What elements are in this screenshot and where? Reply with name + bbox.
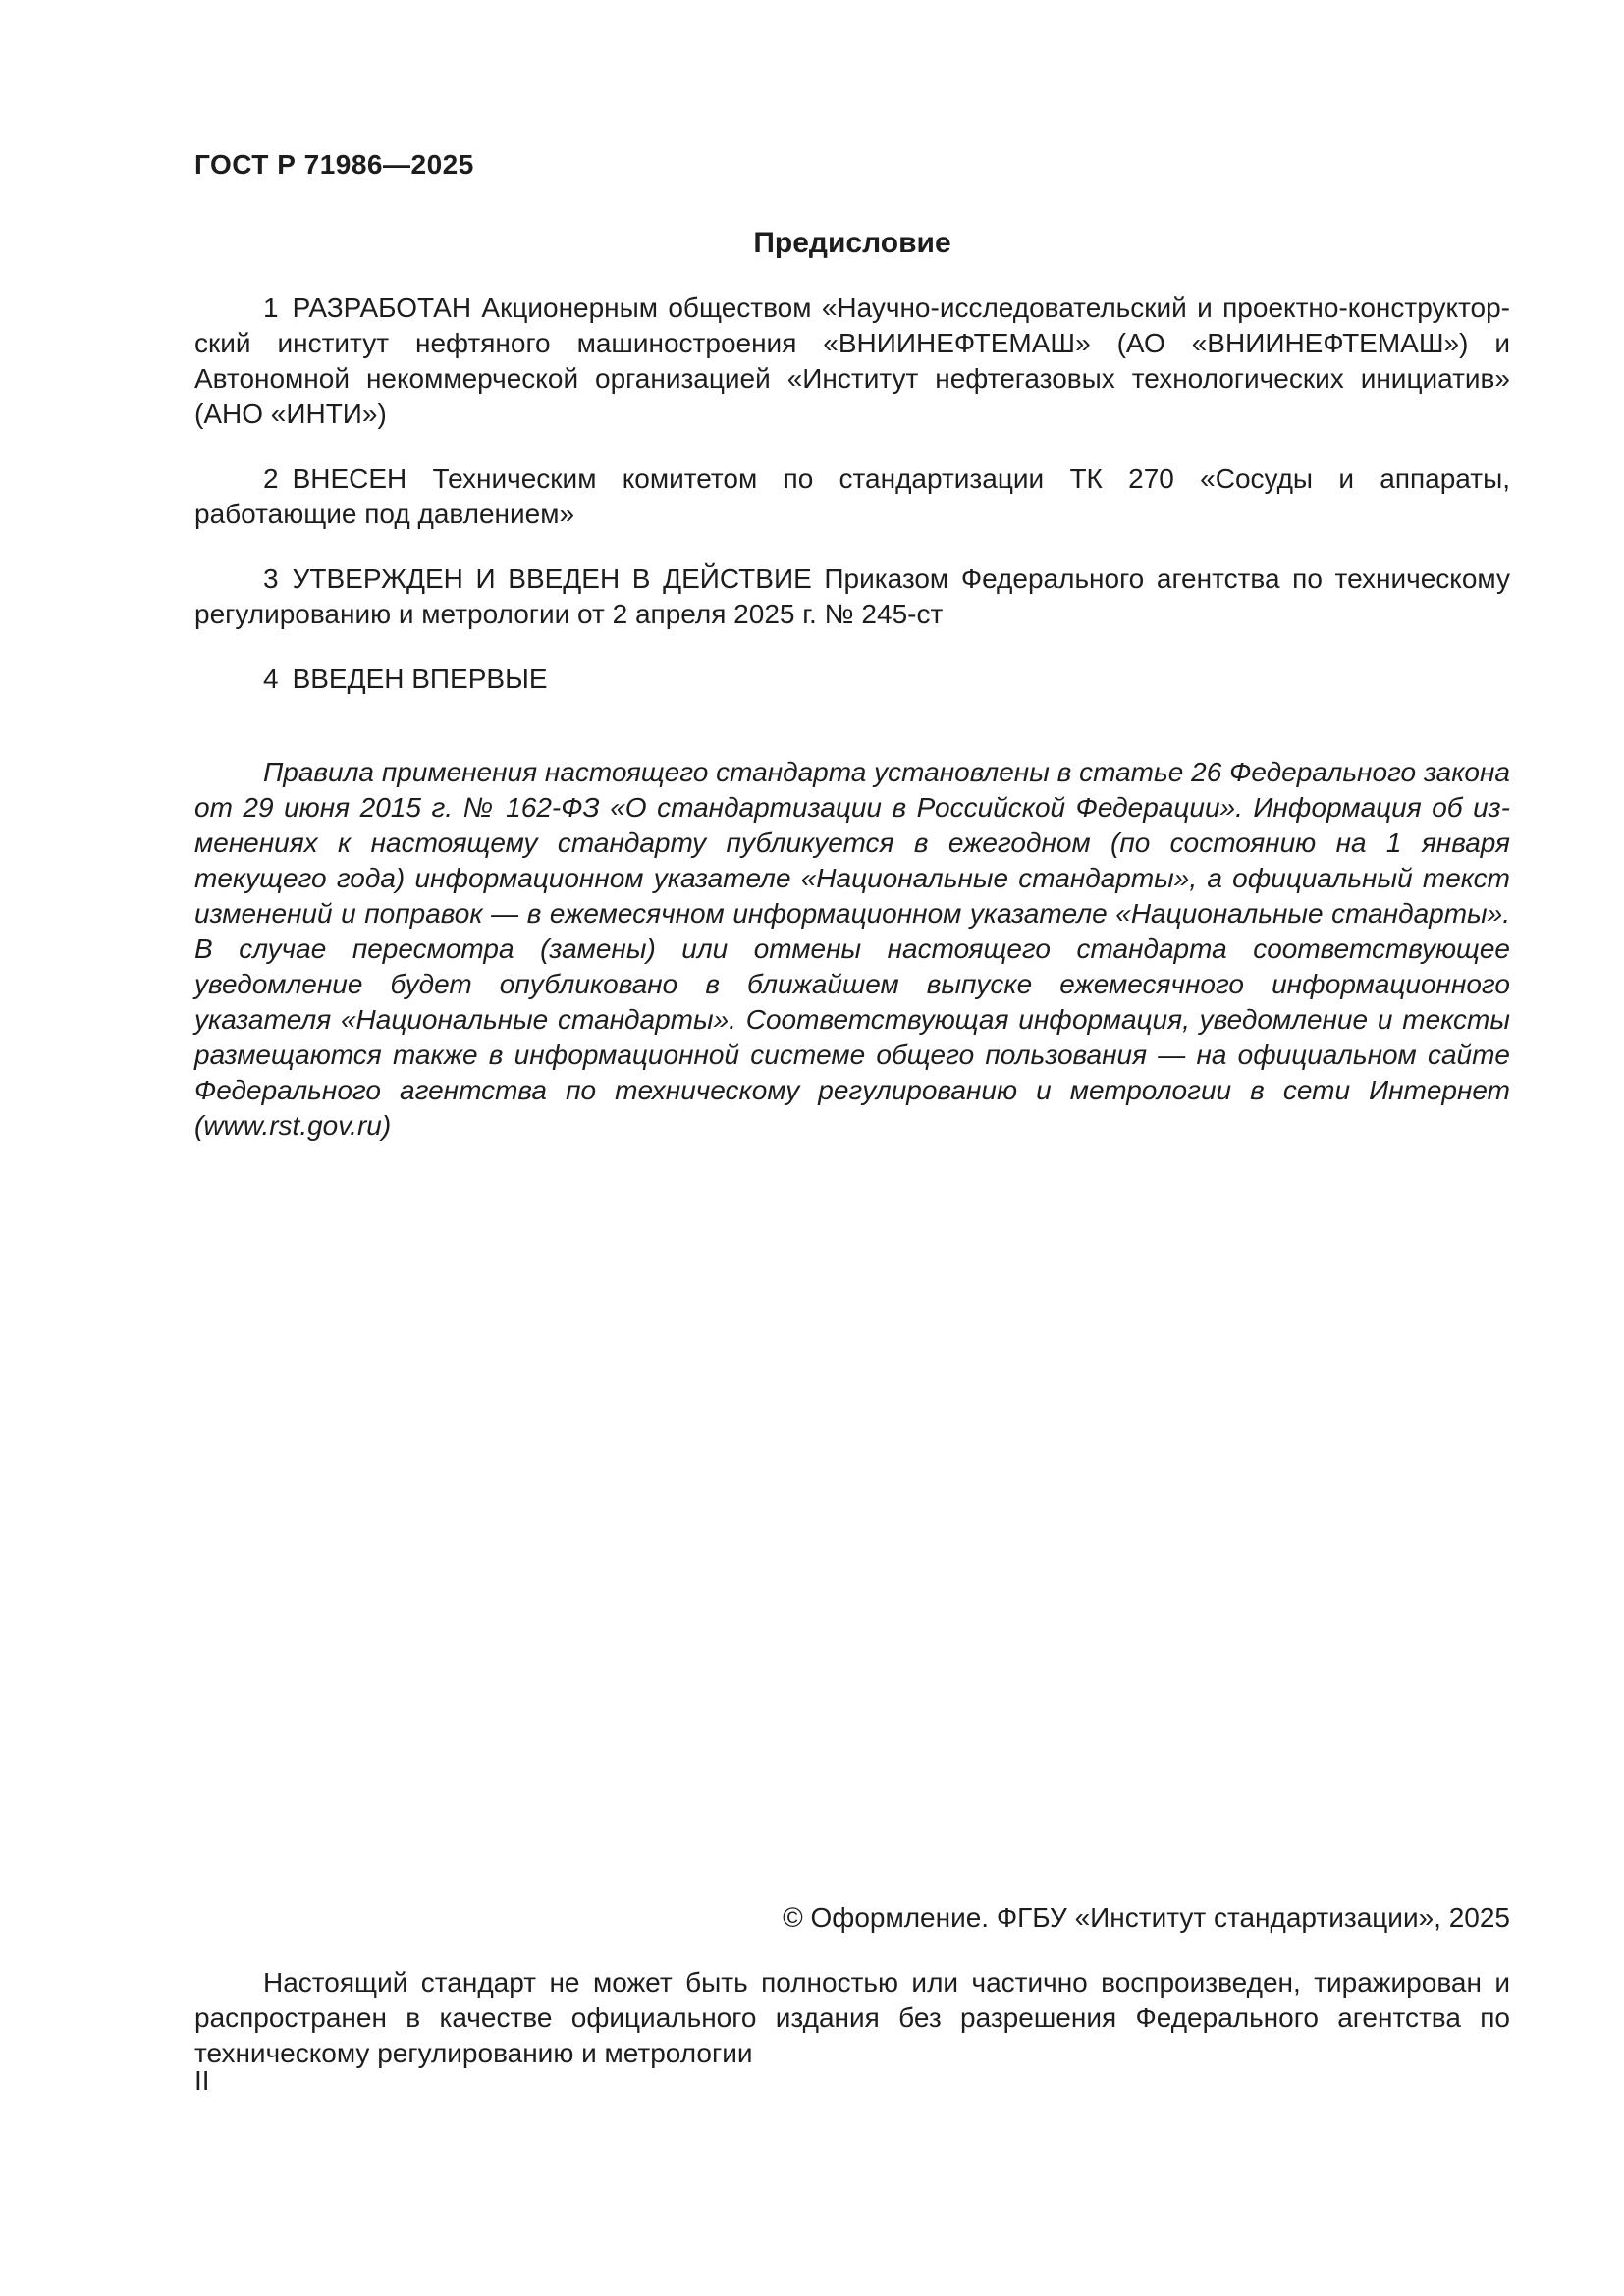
foreword-item-submitted: 2 ВНЕСЕН Техническим комитетом по стандартизации ТК 270 «Сосуды и аппараты, работающие под давлением» <box>194 463 1510 529</box>
page-title: Предисловие <box>753 227 951 259</box>
foreword-item-approved: 3 УТВЕРЖДЕН И ВВЕДЕН В ДЕЙСТВИЕ Приказом Федерального агентства по техническому регулированию и метрологии от 2 апреля 2025 г. № 245-ст <box>194 563 1510 629</box>
foreword-item-developed: 1 РАЗРАБОТАН Акционерным обществом «Научно-исследовательский и проектно-конструкторский институт нефтяного машиностроения «ВНИИНЕФТЕМАШ» (АО «ВНИИНЕФТЕМАШ») и Автономной некоммерческой организацией «Институт нефтегазовых технологических инициатив» (АНО «ИНТИ») <box>194 293 1510 429</box>
reproduction-restriction-text: Настоящий стандарт не может быть полностью или частично воспроизведен, тиражирован и распространен в качестве официального издания без разрешения Федерального агентства по техническому регулированию и метрологии <box>194 1967 1510 2068</box>
document-code: ГОСТ Р 71986—2025 <box>194 149 474 180</box>
legal-notice-text: Правила применения настоящего стандарта установлены в статье 26 Федерального закона от 29 июня 2015 г. № 162-ФЗ «О стандартизации в Российской Федерации». Информация об изменениях к настоящему стандарту публикуется в ежегодном (по состоянию на 1 января текущего года) информационном указателе «Национальные стандарты», а официальный текст изменений и поправок — в ежемесячном информационном указателе «Национальные стандарты». В случае пересмотра (замены) или отмены настоящего стандарта соответствующее уведомление будет опубликовано в ближайшем выпуске ежемесячного информационного указателя «Национальные стандарты». Соответствующая информация, уведомление и тексты размещаются также в информационной системе общего пользования — на официальном сайте Федерального агентства по техническому регулированию и метрологии в сети Интернет (www.rst.gov.ru) <box>194 757 1510 1141</box>
page-number: II <box>194 2065 210 2096</box>
foreword-item-first-introduced: 4 ВВЕДЕН ВПЕРВЫЕ <box>263 664 548 694</box>
foreword-section <box>194 291 1510 697</box>
copyright-line: © Оформление. ФГБУ «Институт стандартизации», 2025 <box>783 1902 1510 1933</box>
